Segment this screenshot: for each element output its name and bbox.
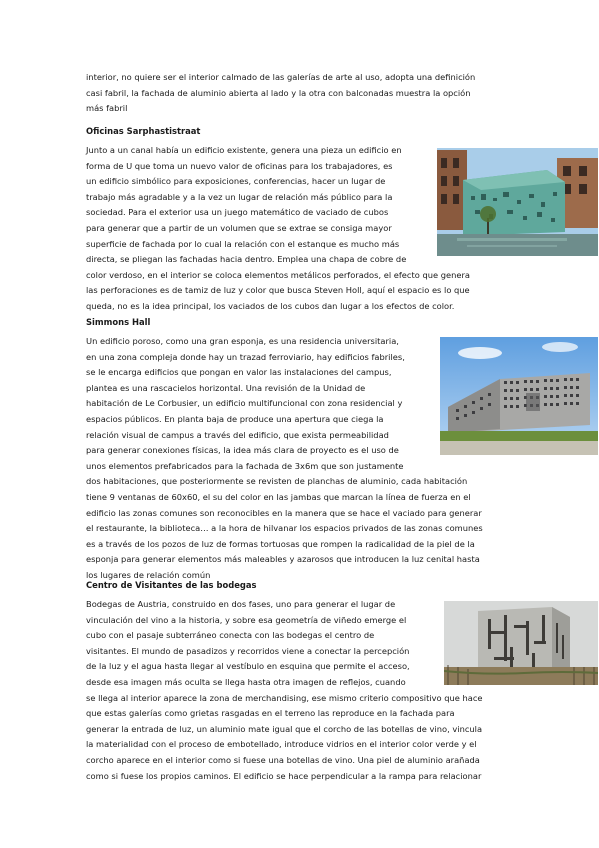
- text-line: la materialidad con el proceso de embotellado, introduce vidrios en el interior color verde y el: [86, 739, 477, 750]
- text-line: color verdoso, en el interior se coloca elementos metálicos perforados, el efecto que genera: [86, 269, 470, 280]
- text-line: espacios públicos. En planta baja de produce una apertura que ciega la: [86, 413, 384, 424]
- text-line: que estas galerías como grietas rasgadas en el terreno las reproduce en la fachada para: [86, 708, 455, 719]
- text-line: para generar conexiones físicas, la idea más clara de proyecto es el uso de: [86, 445, 399, 456]
- text-line: de la luz y el agua hasta llegar al vestíbulo en esquina que permite el acceso,: [86, 661, 410, 672]
- text-line: el restaurante, la biblioteca… a la hora de hilvanar los espacios privados de las zonas comunes: [86, 523, 483, 534]
- text-line: casi fabril, la fachada de aluminio abierta al lado y la otra con balconadas muestra la opción: [86, 87, 471, 98]
- text-line: unos elementos prefabricados para la fachada de 3x6m que son justamente: [86, 460, 404, 471]
- text-line: en una zona compleja donde hay un trazad ferroviario, hay edificios fabriles,: [86, 351, 405, 362]
- text-line: trabajo más agradable y a la vez un lugar de relación más público para la: [86, 191, 393, 202]
- text-line: forma de U que toma un nuevo valor de oficinas para los trabajadores, es: [86, 160, 393, 171]
- text-line: para generar que a partir de un volumen que se extrae se consiga mayor: [86, 222, 392, 233]
- simmons-hall-photo: [440, 337, 598, 455]
- text-line: un edificio simbólico para exposiciones, conferencias, hacer un lugar de: [86, 176, 386, 187]
- text-line: directa, se pliegan las fachadas hacia dentro. Emplea una chapa de cobre de: [86, 254, 407, 265]
- section-heading-sarphatistraat: Oficinas Sarphastistraat: [86, 126, 201, 136]
- text-line: sociedad. Para el exterior usa un juego matemático de vaciado de cubos: [86, 207, 389, 218]
- text-line: corcho aparece en el interior como si fuese una botellas de vino. Una piel de aluminio arañada: [86, 754, 480, 765]
- text-line: edificio las zonas comunes son reconocibles en la manera que se hace el vaciado para generar: [86, 507, 482, 518]
- text-line: como si fuese los propios caminos. El edificio se hace perpendicular a la rampa para relacionar: [86, 770, 482, 781]
- text-line: queda, no es la idea principal, los vaciados de los cubos dan lugar a los efectos de color.: [86, 300, 455, 311]
- sarphatistraat-photo: [437, 148, 598, 256]
- section-heading-simmons-hall: Simmons Hall: [86, 317, 151, 327]
- text-line: relación visual de campus a través del edificio, que exista permeabilidad: [86, 429, 389, 440]
- text-line: visitantes. El mundo de pasadizos y recorridos viene a conectar la percepción: [86, 645, 410, 656]
- text-line: Un edificio poroso, como una gran esponja, es una residencia universitaria,: [86, 336, 399, 346]
- text-line: es a través de los pozos de luz de formas tortuosas que rompen la radicalidad de la piel de la: [86, 538, 475, 549]
- text-line: se le encarga edificios que pongan en valor las instalaciones del campus,: [86, 367, 392, 378]
- text-line: los lugares de relación común: [86, 569, 211, 580]
- bodegas-photo: [444, 601, 598, 685]
- text-line: esponja para generar elementos más maleables y azarosos que introducen la luz cenital hasta: [86, 554, 480, 565]
- text-line: cubo con el pasaje subterráneo conecta con las bodegas el centro de: [86, 630, 375, 641]
- text-line: se llega al interior aparece la zona de merchandising, ese mismo criterio compositivo que hace: [86, 692, 483, 703]
- text-line: habitación de Le Corbusier, un edificio multifuncional con zona residencial y: [86, 398, 403, 409]
- text-line: generar la entrada de luz, un aluminio mate igual que el corcho de las botellas de vino, vincula: [86, 723, 483, 734]
- text-line: tiene 9 ventanas de 60x60, el su del color en las jambas que marcan la línea de fuerza en el: [86, 491, 471, 502]
- text-line: dos habitaciones, que posteriormente se revisten de planchas de aluminio, cada habitación: [86, 476, 468, 487]
- text-line: vinculación del vino a la historia, y sobre esa geometría de viñedo emerge el: [86, 614, 407, 625]
- text-line: superficie de fachada por lo cual la relación con el estanque es mucho más: [86, 238, 400, 249]
- text-line: desde esa imagen más oculta se llega hasta otra imagen de reflejos, cuando: [86, 676, 406, 687]
- text-line: Junto a un canal había un edificio existente, genera una pieza un edificio en: [86, 145, 402, 155]
- text-line: plantea es una rascacielos horizontal. Una revisión de la Unidad de: [86, 382, 366, 393]
- text-line: las perforaciones es de tamiz de luz y color que busca Steven Holl, aquí el espacio es lo que: [86, 285, 470, 296]
- text-line: más fabril: [86, 103, 128, 114]
- section-heading-bodegas: Centro de Visitantes de las bodegas: [86, 580, 257, 590]
- text-line: Bodegas de Austria, construido en dos fases, uno para generar el lugar de: [86, 599, 396, 609]
- text-line: interior, no quiere ser el interior calmado de las galerías de arte al uso, adopta una definición: [86, 72, 476, 82]
- intro-paragraph: [86, 70, 514, 117]
